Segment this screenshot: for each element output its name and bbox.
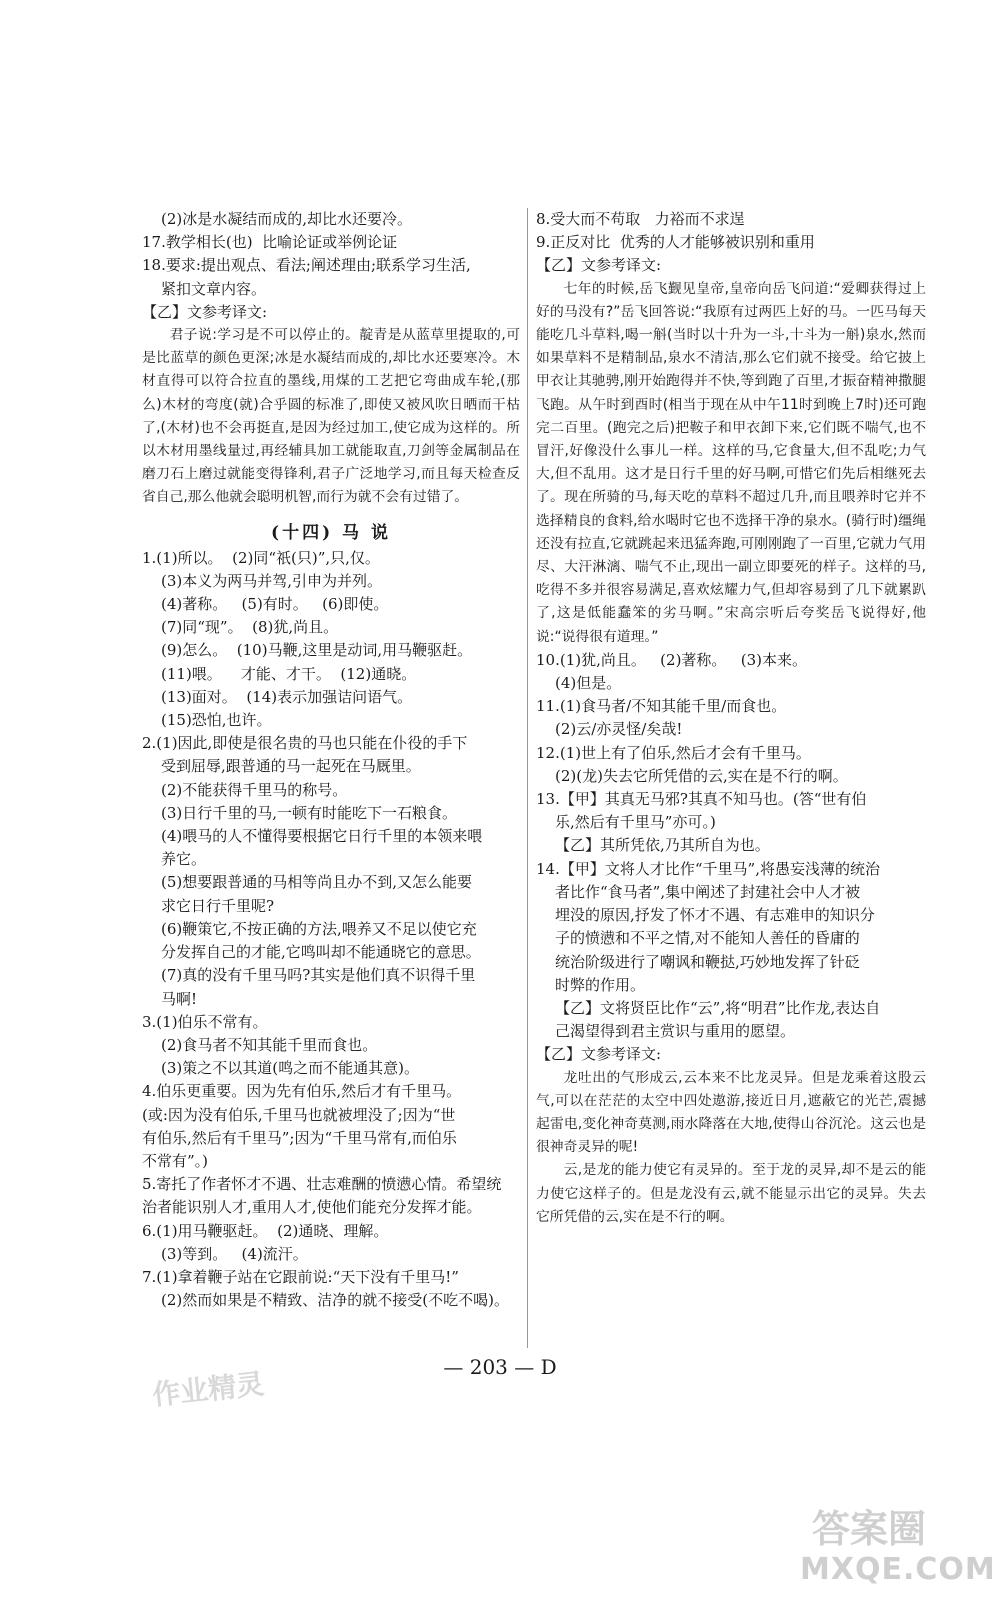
answer-line: 【乙】文参考译文:	[536, 1045, 662, 1064]
watermark-site: MXQE.COM	[800, 1552, 996, 1587]
answer-line: 乐,然后有千里马”亦可。)	[555, 813, 716, 832]
answer-line: 18.要求:提出观点、看法;阐述理由;联系学习生活,	[142, 256, 471, 275]
answer-line: (4)但是。	[555, 674, 622, 693]
answer-line: 7.(1)拿着鞭子站在它跟前说:“天下没有千里马!”	[142, 1267, 459, 1286]
answer-line: 有伯乐,然后有千里马”;因为“千里马常有,而伯乐	[142, 1128, 457, 1147]
right-column	[536, 208, 926, 1229]
page-number: — 203 — D	[443, 1355, 557, 1379]
right-translation-paragraph-2: 龙吐出的气形成云,云本来不比龙灵异。但是龙乘着这股云气,可以在茫茫的太空中四处遨游,接近日月,遮蔽它的光芒,震撼起雷电,变化神奇莫测,雨水降落在大地,使得山谷沉沦。这云也是很神奇灵异的呢!	[536, 1069, 926, 1156]
answer-line: 4.伯乐更重要。因为先有伯乐,然后才有千里马。	[142, 1082, 462, 1101]
right-top-answers	[536, 208, 926, 278]
answer-line: 子的愤懑和不平之情,对不能知人善任的昏庸的	[555, 929, 860, 948]
answer-line: 不常有”。)	[142, 1151, 209, 1170]
answer-line: (11)喂。 才能、才干。 (12)通晓。	[161, 664, 417, 683]
answer-line: (2)不能获得千里马的称号。	[161, 780, 348, 799]
answer-line: 13.【甲】其真无马邪?其真不知马也。(答“世有伯	[536, 790, 867, 809]
answer-line: 3.(1)伯乐不常有。	[142, 1012, 268, 1031]
answer-line: 埋没的原因,抒发了怀才不遇、有志难申的知识分	[555, 906, 875, 925]
answer-line: 统治阶级进行了嘲讽和鞭挞,巧妙地发挥了针砭	[555, 952, 860, 971]
left-top-answers	[142, 208, 520, 324]
answer-line: 【乙】文参考译文:	[142, 302, 268, 321]
left-answer-lines	[142, 547, 520, 1313]
answer-line: 11.(1)食马者/不知其能千里/而食也。	[536, 697, 787, 716]
answer-line: (5)想要跟普通的马相等尚且办不到,又怎么能要	[161, 873, 473, 892]
answer-line: 6.(1)用马鞭驱赶。 (2)通晓、理解。	[142, 1221, 389, 1240]
answer-line: (7)同“现”。 (8)犹,尚且。	[161, 618, 339, 637]
answer-line: 【乙】文参考译文:	[536, 256, 662, 275]
answer-line: 求它日行千里呢?	[161, 896, 275, 915]
answer-line: 【乙】文将贤臣比作“云”,将“明君”比作龙,表达自	[555, 998, 881, 1017]
left-translation-paragraph: 君子说:学习是不可以停止的。靛青是从蓝草里提取的,可是比蓝草的颜色更深;冰是水凝结而成的,却比水还要寒冷。木材直得可以符合拉直的墨线,用煤的工艺把它弯曲成车轮,(那么)木材的弯度(就)合乎圆的标准了,即使又被风吹日晒而干枯了,(木材)也不会再挺直,是因为经过加工,使它成为这样的。所以木材用墨线量过,再经辅具加工就能取直,刀剑等金属制品在磨刀石上磨过就能变得锋利,君子广泛地学习,而且每天检查反省自己,那么他就会聪明机智,而行为就不会有过错了。	[142, 327, 520, 506]
answer-line: 10.(1)犹,尚且。 (2)著称。 (3)本来。	[536, 650, 807, 669]
answer-line: (2)(龙)失去它所凭借的云,实在是不行的啊。	[555, 766, 848, 785]
answer-line: (6)鞭策它,不按正确的方法,喂养又不足以使它充	[161, 919, 477, 938]
answer-line: 1.(1)所以。 (2)同“祇(只)”,只,仅。	[142, 548, 380, 567]
answer-line: (2)然而如果是不精致、洁净的就不接受(不吃不喝)。	[161, 1291, 509, 1310]
answer-line: (9)怎么。 (10)马鞭,这里是动词,用马鞭驱赶。	[161, 641, 473, 660]
answer-line: (7)真的没有千里马吗?其实是他们真不识得千里	[161, 966, 476, 985]
answer-line: 【乙】其所凭依,乃其所自为也。	[555, 836, 770, 855]
answer-line: 分发挥自己的才能,它鸣叫却不能通晓它的意思。	[161, 943, 481, 962]
right-answer-lines	[536, 649, 926, 1067]
watermark-stamp: 作业精灵	[150, 1367, 266, 1412]
answer-line: 9.正反对比 优秀的人才能够被识别和重用	[536, 233, 815, 252]
watermark-corner-logo: 答案圈	[812, 1507, 927, 1551]
answer-line: 2.(1)因此,即使是很名贵的马也只能在仆役的手下	[142, 734, 468, 753]
answer-line: 紧扣文章内容。	[161, 279, 267, 298]
answer-line: (2)云/亦灵怪/矣哉!	[555, 720, 683, 739]
left-column	[142, 208, 520, 1312]
answer-line: 5.寄托了作者怀才不遇、壮志难酬的愤懑心情。希望统	[142, 1175, 502, 1194]
answer-line: (15)恐怕,也许。	[161, 711, 272, 730]
answer-line: (4)著称。 (5)有时。 (6)即使。	[161, 595, 389, 614]
answer-line: (3)本义为两马并驾,引申为并列。	[161, 571, 383, 590]
right-translation-paragraph-3: 云,是龙的能力使它有灵异的。至于龙的灵异,却不是云的能力使它这样子的。但是龙没有云,就不能显示出它的灵异。失去它所凭借的云,实在是不行的啊。	[536, 1162, 926, 1225]
column-divider	[527, 208, 528, 1348]
answer-line: 受到屈辱,跟普通的马一起死在马厩里。	[161, 757, 421, 776]
answer-line: 14.【甲】文将人才比作“千里马”,将愚妄浅薄的统治	[536, 859, 880, 878]
answer-line: 己渴望得到君主赏识与重用的愿望。	[555, 1022, 796, 1041]
answer-line: (2)冰是水凝结而成的,却比水还要冷。	[161, 210, 413, 228]
answer-line: (3)策之不以其道(鸣之而不能通其意)。	[161, 1059, 419, 1078]
answer-line: (2)食马者不知其能千里而食也。	[161, 1035, 378, 1054]
answer-line: (或:因为没有伯乐,千里马也就被埋没了;因为“世	[142, 1105, 456, 1124]
right-translation-paragraph: 七年的时候,岳飞觐见皇帝,皇帝向岳飞问道:“爱卿获得过上好的马没有?”岳飞回答说:“我原有过两匹上好的马。一匹马每天能吃几斗草料,喝一斛(当时以十升为一斗,十斗为一斛)泉水,然而如果草料不是精制品,泉水不清洁,那么它们就不接受。给它披上甲衣让其驰骋,刚开始跑得并不快,等到跑了百里,才振奋精神撒腿飞跑。从午时到酉时(相当于现在从中午11时到晚上7时)还可跑完二百里。(跑完之后)把鞍子和甲衣卸下来,它们既不喘气,也不冒汗,好像没什么事儿一样。这样的马,它食量大,但不乱吃;力气大,但不乱用。这才是日行千里的好马啊,可惜它们先后相继死去了。现在所骑的马,每天吃的草料不超过几升,而且喂养时它并不选择精良的食料,给水喝时它也不选择干净的泉水。(骑行时)缰绳还没有拉直,它就跳起来迅猛奔跑,可刚刚跑了一百里,它就力气用尽、大汗淋漓、喘气不止,现出一副立即要死的样子。这样的马,吃得不多并很容易满足,喜欢炫耀力气,但却容易到了几下就累趴了,这是低能蠢笨的劣马啊。”宋高宗听后夸奖岳飞说得好,他说:“说得很有道理。”	[536, 280, 926, 645]
answer-line: 12.(1)世上有了伯乐,然后才会有千里马。	[536, 743, 811, 762]
answer-line: 养它。	[161, 850, 207, 869]
answer-line: 时弊的作用。	[555, 975, 646, 994]
answer-line: 者比作“食马者”,集中阐述了封建社会中人才被	[555, 882, 861, 901]
answer-line: 治者能识别人才,重用人才,使他们能充分发挥才能。	[142, 1198, 482, 1217]
answer-line: (13)面对。 (14)表示加强诘问语气。	[161, 687, 413, 706]
section-title: (十四) 马 说	[271, 522, 391, 543]
answer-line: (3)日行千里的马,一顿有时能吃下一石粮食。	[161, 803, 458, 822]
answer-line: (3)等到。 (4)流汗。	[161, 1244, 308, 1263]
answer-line: 8.受大而不苟取 力裕而不求逞	[536, 210, 745, 228]
answer-line: (4)喂马的人不懂得要根据它日行千里的本领来喂	[161, 827, 483, 846]
answer-line: 17.教学相长(也) 比喻论证或举例论证	[142, 233, 398, 252]
answer-line: 马啊!	[161, 989, 198, 1008]
